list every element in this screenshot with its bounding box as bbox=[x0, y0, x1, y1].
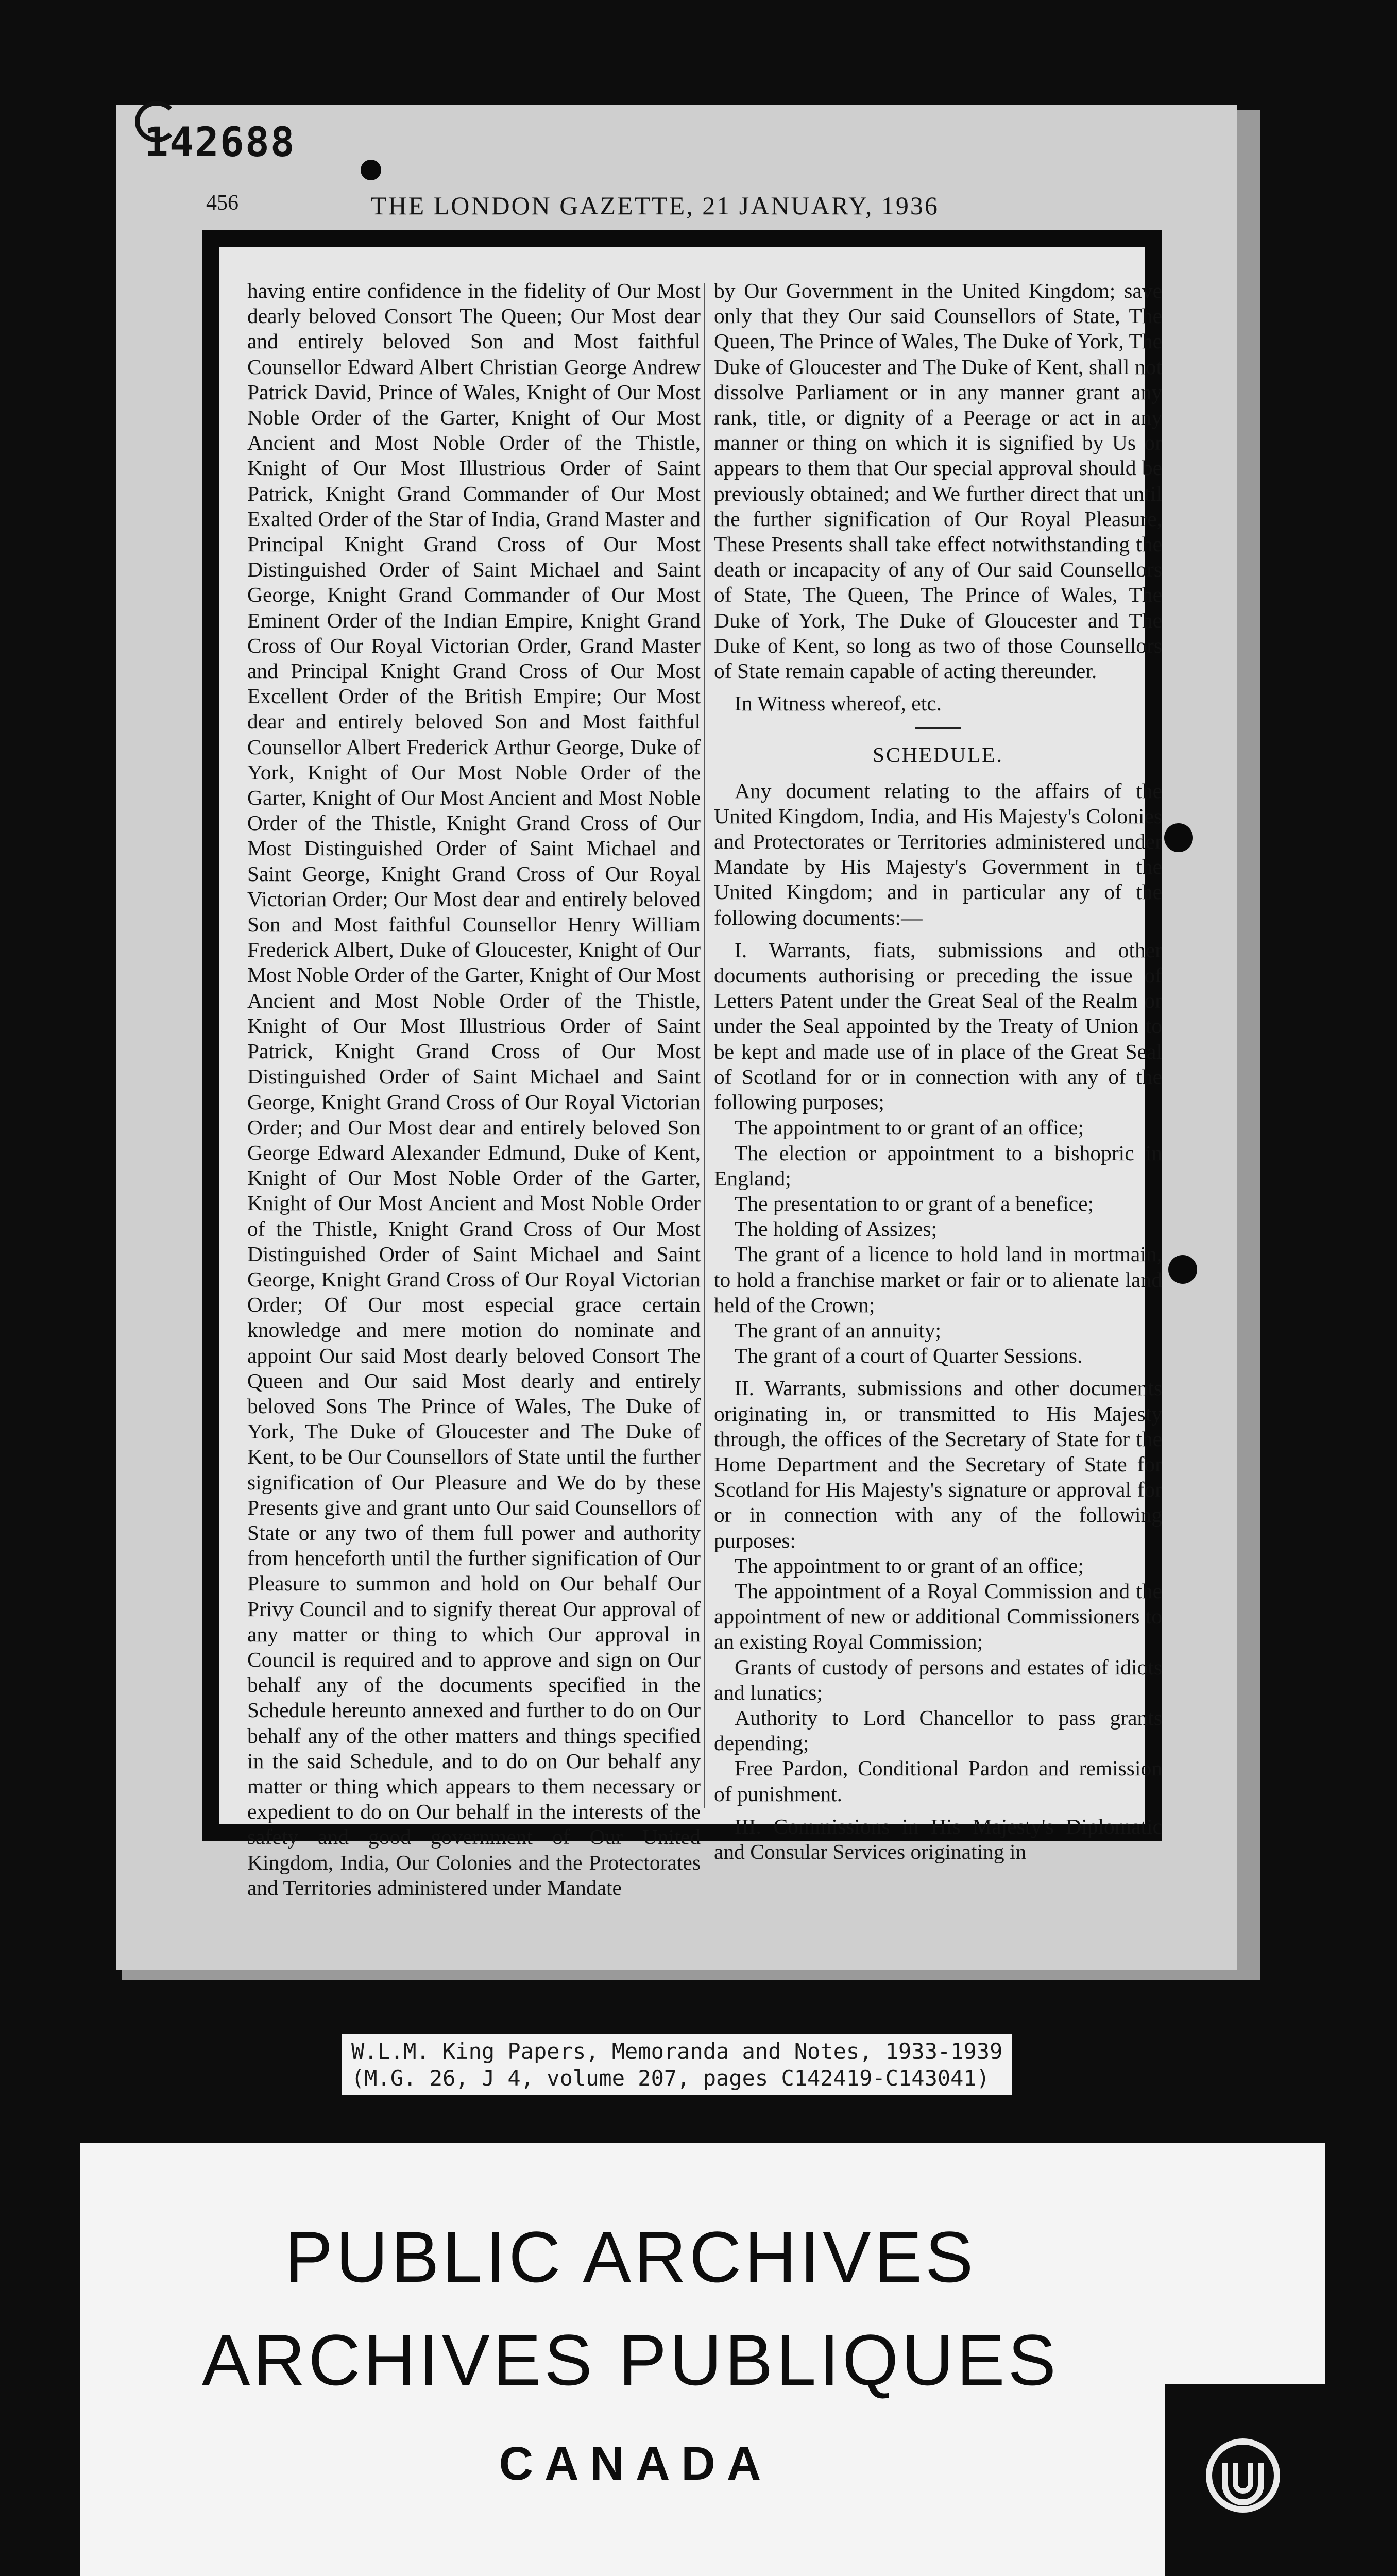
schedule-item: The election or appointment to a bishopric in England; bbox=[714, 1141, 1162, 1190]
schedule-item: The presentation to or grant of a benefice; bbox=[735, 1191, 1094, 1215]
schedule-section-3: III. Commissions in His Majesty's Diplomatic and Consular Services originating in bbox=[714, 1814, 1162, 1863]
reference-line-1: W.L.M. King Papers, Memoranda and Notes, 1933-1939 bbox=[351, 2039, 1003, 2064]
card-line-english: PUBLIC ARCHIVES bbox=[284, 2216, 977, 2297]
microfilm-logo-icon bbox=[1199, 2432, 1287, 2519]
proclamation-text: having entire confidence in the fidelity of Our Most dearly beloved Consort The Queen; Our Most dear and entirely beloved Son and Most faithful Counsellor Edward Albert Christian George Andrew Patrick David, Prince of Wales, Knight of Our Most Noble Order of the Garter, Knight of Our Most Ancient and Most Noble Order of the Thistle, Knight of Our Most Illustrious Order of Saint Patrick, Knight Grand Commander of Our Most Exalted Order of the Star of India, Grand Master and Principal Knight Grand Cross of Our Most Distinguished Order of Saint Michael and Saint George, Knight Grand Commander of Our Most Eminent Order of the Indian Empire, Knight Grand Cross of Our Royal Victorian Order, Grand Master and Principal Knight Grand Cross of Our Most Excellent Order of the British Empire; Our Most dear and entirely beloved Son and Most faithful Counsellor Albert Frederick Arthur George, Duke of York, Knight of Our Most Noble Order of the Garter, Knight of Our Most Ancient and Most Noble Order of the Thistle, Knight Grand Cross of Our Most Distinguished Order of Saint Michael and Saint George, Knight Grand Cross of Our Royal Victorian Order; Our Most dear and entirely beloved Son and Most faithful Counsellor Henry William Frederick Albert, Duke of Gloucester, Knight of Our Most Noble Order of the Garter, Knight of Our Most Ancient and Most Noble Order of the Thistle, Knight of Our Most Illustrious Order of Saint Patrick, Knight Grand Cross of Our Most Distinguished Order of Saint Michael and Saint George, Knight Grand Cross of Our Royal Victorian Order; and Our Most dear and entirely beloved Son George Edward Alexander Edmund, Duke of Kent, Knight of Our Most Noble Order of the Garter, Knight of Our Most Ancient and Most Noble Order of the Thistle, Knight Grand Cross of Our Most Distinguished Order of Saint Michael and Saint George, Knight Grand Cross of Our Royal Victorian Order; Of Our most especial grace certain knowledge and mere motion do nominate and appoint Our said Most dearly beloved Consort The Queen and Our said Most dearly and entirely beloved Sons The Prince of Wales, The Duke of York, The Duke of Gloucester and The Duke of Kent, to be Our Counsellors of State until the further signification of Our Pleasure and We do by these Presents give and grant unto Our said Counsellors of State or any two of them full power and authority from henceforth until the further signification of Our Pleasure to summon and hold on Our behalf Our Privy Council and to signify thereat Our approval of any matter or thing to which Our approval in Council is required and to approve and sign on Our behalf any of the documents specified in the Schedule hereunto annexed and further to do on Our behalf any of the other matters and things specified in the said Schedule, and to do on Our behalf any matter or thing which appears to them necessary or expedient to do on Our behalf in the interests of the safety and good government of Our United Kingdom, India, Our Colonies and the Protectorates and Territories administered under Mandate bbox=[247, 279, 701, 1900]
schedule-item: The appointment to or grant of an office; bbox=[735, 1115, 1084, 1140]
mourning-border-frame bbox=[202, 230, 1162, 1900]
reference-line-2: (M.G. 26, J 4, volume 207, pages C142419-C143041) bbox=[351, 2065, 990, 2091]
archive-number: 142688 bbox=[144, 120, 296, 166]
schedule-intro: Any document relating to the affairs of the United Kingdom, India, and His Majesty's Colonies and Protectorates or Territories administered under Mandate by His Majesty's Government in the United Kingdom; and in particular any of the following documents:— bbox=[714, 778, 1162, 929]
schedule-item: The holding of Assizes; bbox=[735, 1217, 938, 1241]
punch-hole-icon bbox=[1168, 1255, 1197, 1284]
logo-box bbox=[1165, 2384, 1325, 2576]
punch-hole-icon bbox=[361, 160, 381, 180]
schedule-heading: SCHEDULE. bbox=[872, 743, 1004, 767]
punch-hole-icon bbox=[1164, 823, 1193, 852]
schedule-item: Grants of custody of persons and estates of idiots and lunatics; bbox=[714, 1655, 1162, 1704]
archive-card bbox=[80, 2143, 1325, 2576]
witness-line: In Witness whereof, etc. bbox=[735, 691, 942, 716]
page-number: 456 bbox=[206, 191, 238, 215]
archive-reference-label bbox=[342, 2034, 1012, 2095]
right-column bbox=[714, 278, 1162, 1865]
gazette-header bbox=[206, 191, 1185, 222]
schedule-item: The grant of a licence to hold land in mortmain, to hold a franchise market or fair or to alienate land held of the Crown; bbox=[714, 1242, 1162, 1317]
schedule-section-1: I. Warrants, fiats, submissions and other documents authorising or preceding the issue of Letters Patent under the Great Seal of the Realm or under the Seal appointed by the Treaty of Union to be kept and made use of in place of the Great Seal of Scotland for or in connection with any of the following purposes; bbox=[714, 938, 1162, 1114]
schedule-item: Authority to Lord Chancellor to pass grants depending; bbox=[714, 1705, 1162, 1755]
schedule-item: The appointment of a Royal Commission and the appointment of new or additional Commissioners to an existing Royal Commission; bbox=[714, 1579, 1162, 1654]
schedule-item: The grant of an annuity; bbox=[735, 1318, 942, 1342]
card-line-country: CANADA bbox=[499, 2437, 773, 2490]
schedule-item: Free Pardon, Conditional Pardon and remission of punishment. bbox=[714, 1756, 1162, 1806]
card-line-french: ARCHIVES PUBLIQUES bbox=[202, 2319, 1059, 2400]
column-divider bbox=[704, 283, 705, 1808]
schedule-section-2: II. Warrants, submissions and other documents originating in, or transmitted to His Majesty through, the offices of the Secretary of State for the Home Department and the Secretary of State for Scotland for His Majesty's signature or approval for or in connection with any of the following purposes: bbox=[714, 1376, 1162, 1552]
gazette-title: THE LONDON GAZETTE, 21 JANUARY, 1936 bbox=[371, 191, 939, 220]
proclamation-continuation: by Our Government in the United Kingdom; save only that they Our said Counsellors of State, The Queen, The Prince of Wales, The Duke of York, The Duke of Gloucester and The Duke of Kent, shall not dissolve Parliament or in any manner grant any rank, title, or dignity of a Peerage or act in any manner or thing on which it is signified by Us or appears to them that Our special approval should be previously obtained; and We further direct that until the further signification of Our Royal Pleasure, These Presents shall take effect notwithstanding the death or incapacity of any of Our said Counsellors of State, The Queen, The Prince of Wales, The Duke of York, The Duke of Gloucester and The Duke of Kent, so long as two of those Counsellors of State remain capable of acting thereunder. bbox=[714, 279, 1162, 683]
schedule-item: The appointment to or grant of an office; bbox=[735, 1553, 1084, 1578]
schedule-item: The grant of a court of Quarter Sessions. bbox=[735, 1344, 1083, 1368]
left-column bbox=[247, 278, 701, 1901]
section-dash bbox=[915, 727, 961, 729]
